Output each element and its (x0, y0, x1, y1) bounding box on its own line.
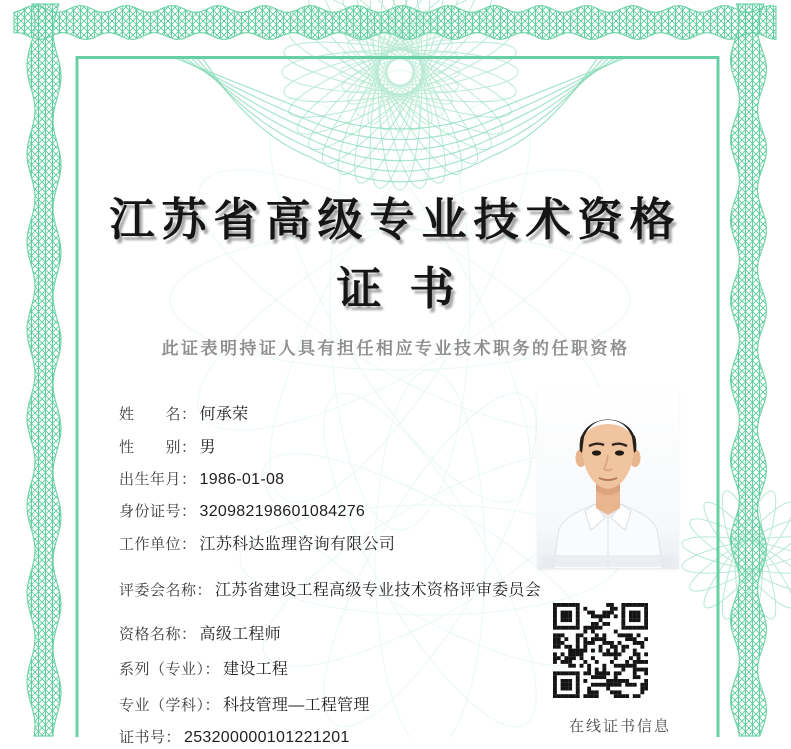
holder-photo-image (537, 387, 679, 569)
field-specialty (119, 695, 370, 717)
field-gender-value: 男 (199, 439, 216, 456)
field-name-value: 何承荣 (199, 406, 249, 423)
field-employer-label: 工作单位： (119, 537, 197, 553)
field-qualification-label: 资格名称： (119, 627, 197, 643)
field-certificate-number (119, 727, 350, 749)
field-committee-label: 评委会名称： (119, 583, 213, 599)
field-employer-value: 江苏科达监理咨询有限公司 (199, 536, 396, 553)
field-gender-label: 性 别： (119, 440, 197, 456)
field-birthdate (119, 469, 284, 491)
qr-code (553, 603, 648, 698)
field-certificate-number-value: 253200000101221201 (184, 729, 350, 746)
field-employer (119, 534, 395, 556)
certificate-title-line2: 证书 (336, 264, 483, 314)
field-name (119, 404, 248, 426)
field-series (119, 659, 288, 681)
field-qualification (119, 624, 281, 646)
field-qualification-value: 高级工程师 (199, 626, 282, 643)
field-id-number-label: 身份证号： (119, 504, 197, 520)
field-committee (119, 580, 541, 602)
field-birthdate-value: 1986-01-08 (199, 471, 285, 488)
field-committee-value: 江苏省建设工程高级专业技术资格评审委员会 (215, 582, 542, 599)
field-gender (119, 437, 216, 459)
certificate-title-line1: 江苏省高级专业技术资格 (109, 195, 682, 245)
qr-caption: 在线证书信息 (568, 719, 671, 735)
field-id-number-value: 320982198601084276 (199, 503, 366, 520)
holder-photo (537, 387, 679, 569)
qr-code-image (553, 603, 648, 698)
field-series-value: 建设工程 (223, 661, 289, 678)
field-birthdate-label: 出生年月： (119, 472, 197, 488)
field-specialty-label: 专业（学科）： (119, 698, 221, 714)
field-specialty-value: 科技管理—工程管理 (223, 697, 370, 714)
certificate-subtitle: 此证表明持证人具有担任相应专业技术职务的任职资格 (161, 339, 630, 358)
field-series-label: 系列（专业）： (119, 662, 221, 678)
field-id-number (119, 501, 365, 523)
field-certificate-number-label: 证书号： (119, 730, 182, 746)
field-name-label: 姓 名： (119, 407, 197, 423)
